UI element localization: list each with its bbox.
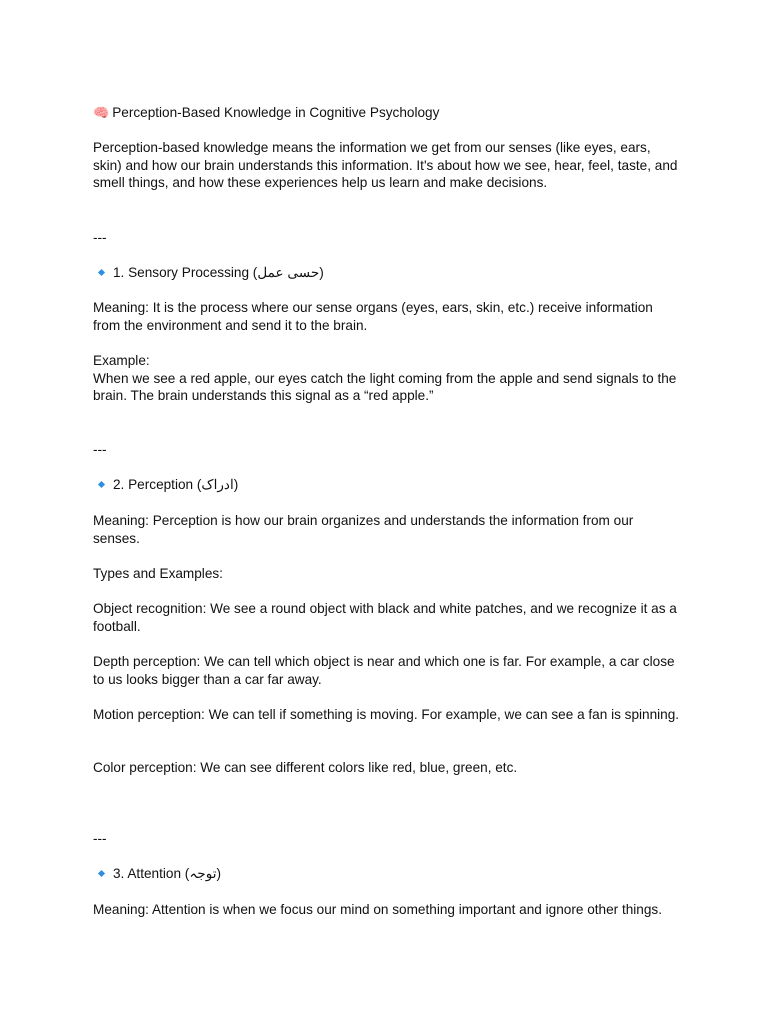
section-3-meaning: Meaning: Attention is when we focus our mind on something important and ignore other things.	[93, 902, 663, 917]
section-1-meaning: Meaning: It is the process where our sense organs (eyes, ears, skin, etc.) receive information from the environment and send it to the brain.	[93, 300, 653, 333]
section-1-heading-text: 1. Sensory Processing	[113, 265, 250, 280]
color-perception-paragraph: Color perception: We can see different colors like red, blue, green, etc.	[93, 760, 518, 775]
document-title-text: Perception-Based Knowledge in Cognitive Psychology	[112, 105, 440, 120]
blue-diamond-icon	[98, 481, 105, 488]
depth-perception-paragraph: Depth perception: We can tell which object is near and which one is far. For example, a car close to us looks bigger than a car far away.	[93, 654, 675, 687]
section-1-heading-urdu: حسی عمل	[257, 265, 320, 280]
separator-1: ---	[93, 230, 107, 245]
intro-paragraph: Perception-based knowledge means the information we get from our senses (like eyes, ears, skin) and how our brain understands this information. It's about how we see, hear, feel, taste, and smell things, and how these experiences help us learn and make decisions.	[93, 140, 678, 191]
blue-diamond-icon	[98, 870, 105, 877]
section-1-example-label: Example:	[93, 353, 150, 368]
section-2-types-label: Types and Examples:	[93, 566, 223, 581]
section-1-example-text: When we see a red apple, our eyes catch the light coming from the apple and send signals to the brain. The brain understands this signal as a “red apple.”	[93, 370, 677, 404]
section-1-example	[93, 352, 683, 405]
section-3-heading-urdu: توجہ	[189, 866, 217, 881]
separator-2: ---	[93, 442, 107, 457]
motion-perception-paragraph: Motion perception: We can tell if something is moving. For example, we can see a fan is spinning.	[93, 707, 680, 722]
section-1-heading: 1. Sensory Processing (حسی عمل)	[93, 264, 683, 282]
brain-icon: 🧠	[93, 105, 110, 120]
object-recognition-paragraph: Object recognition: We see a round object with black and white patches, and we recognize it as a football.	[93, 601, 677, 634]
document-title	[93, 104, 683, 122]
section-3-heading-text: 3. Attention	[113, 866, 182, 881]
blue-diamond-icon	[98, 269, 105, 276]
section-3-heading: 3. Attention (توجہ)	[93, 865, 683, 883]
section-2-heading-text: 2. Perception	[113, 477, 194, 492]
section-2-heading: 2. Perception (ادراک)	[93, 476, 683, 494]
section-2-heading-urdu: ادراک	[201, 477, 234, 492]
separator-3: ---	[93, 831, 107, 846]
section-2-meaning: Meaning: Perception is how our brain organizes and understands the information from our senses.	[93, 513, 634, 546]
